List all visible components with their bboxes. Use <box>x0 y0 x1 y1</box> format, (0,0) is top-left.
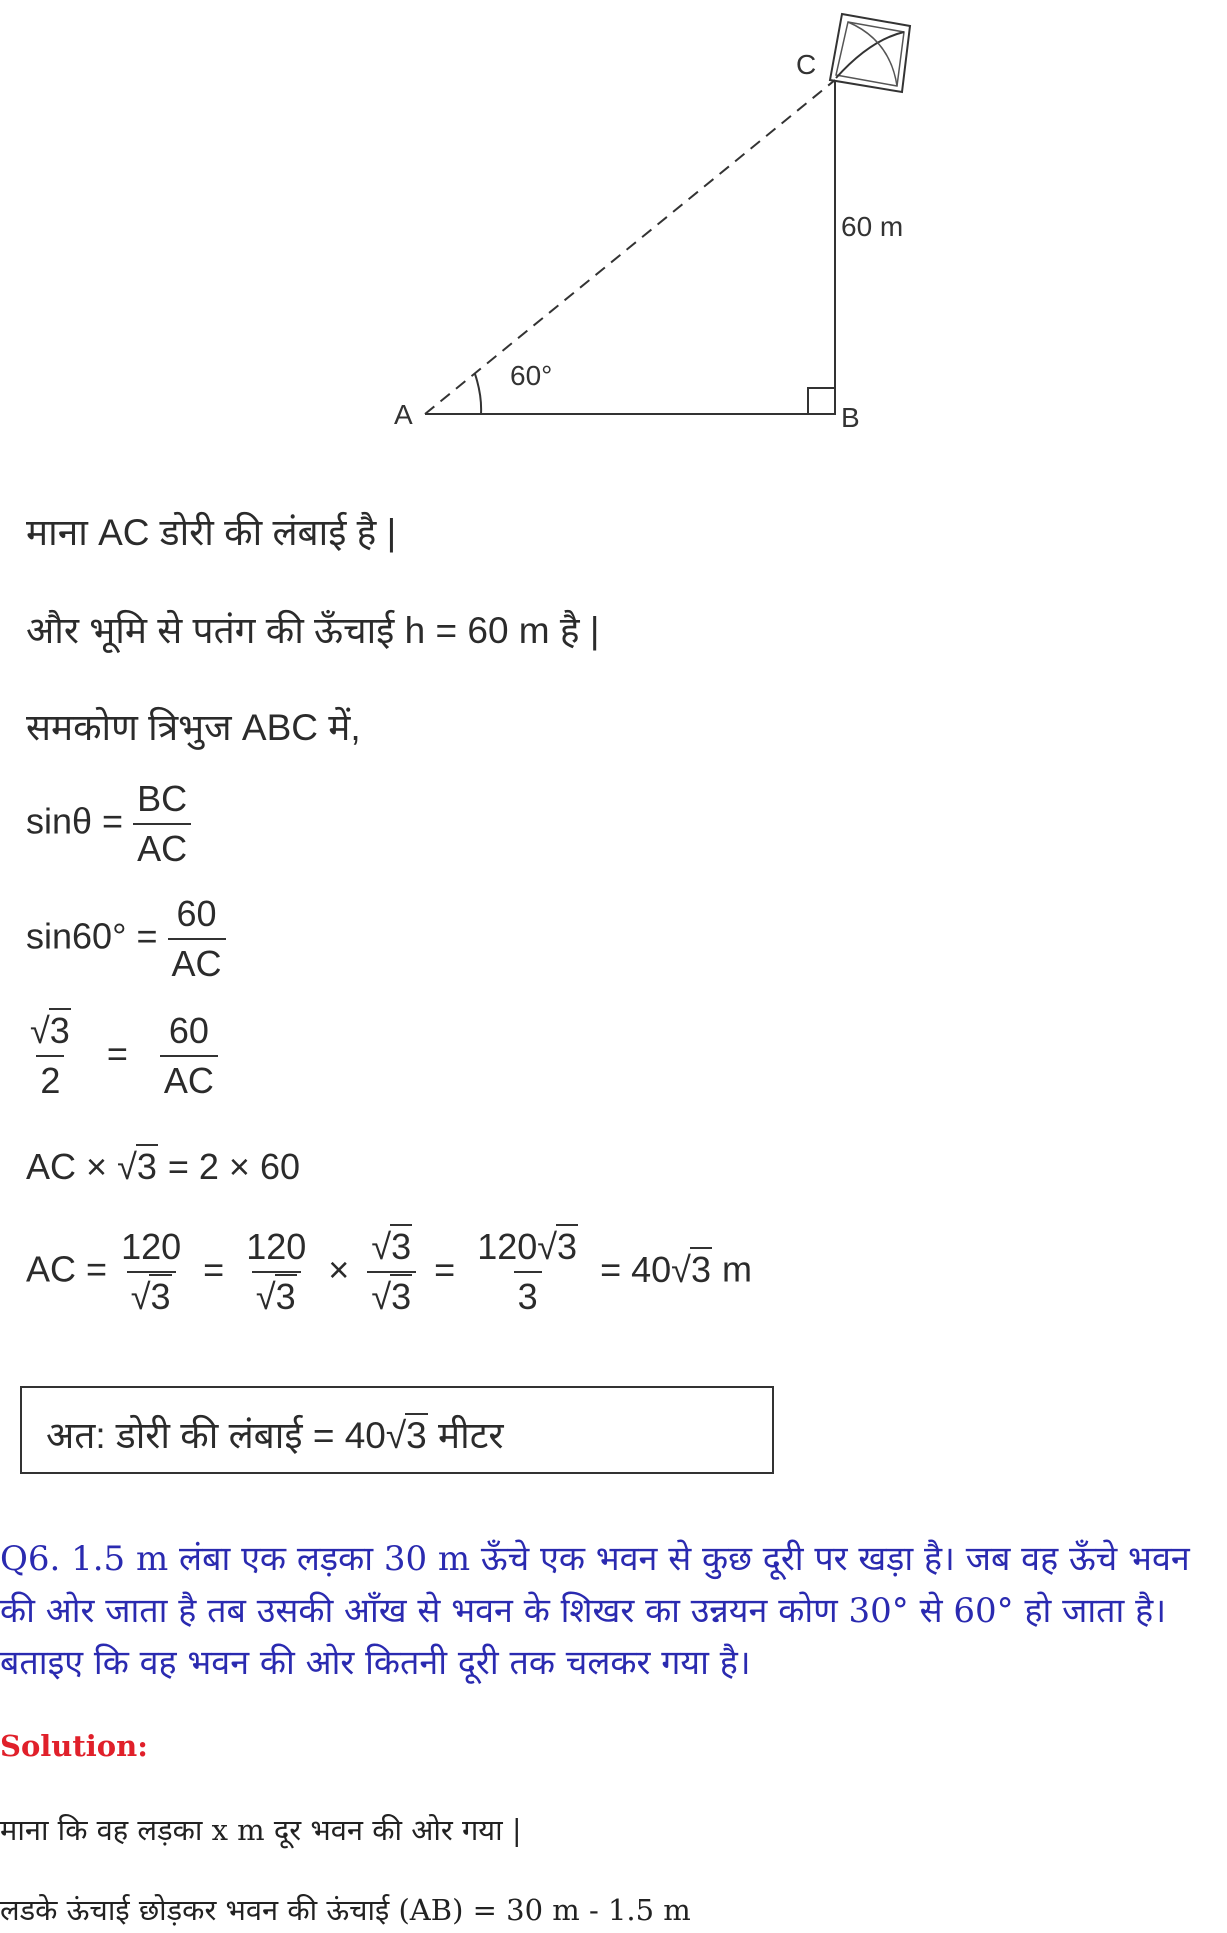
answer-text: अत: डोरी की लंबाई = 40√3 मीटर <box>46 1415 504 1456</box>
eq4-left: AC × <box>26 1146 108 1187</box>
solution-line-3: समकोण त्रिभुज ABC में, <box>26 707 361 748</box>
q6-solution-line-2: लडके ऊंचाई छोड़कर भवन की ऊंचाई (AB) = 30 m - 1.5 m <box>0 1893 691 1927</box>
eq5-lhs: AC = <box>26 1248 108 1290</box>
eq5-fraction-4 <box>473 1226 582 1318</box>
kite-triangle-diagram <box>0 0 1227 440</box>
eq5-f4-den: 3 <box>514 1271 542 1318</box>
side-bc-label: 60 m <box>841 211 904 242</box>
eq2-denominator: AC <box>168 938 226 985</box>
eq4-radicand: 3 <box>136 1146 157 1187</box>
eq3-denominator-2: AC <box>160 1055 218 1102</box>
solution-line-2: और भूमि से पतंग की ऊँचाई h = 60 m है | <box>26 610 600 651</box>
eq5-f2-den: √3 <box>252 1271 301 1318</box>
eq3-equals: = <box>106 1032 128 1074</box>
vertex-b-label: B <box>841 402 860 433</box>
eq5-eq-2: = <box>434 1248 456 1290</box>
eq5-f1-num: 120 <box>121 1226 182 1267</box>
equation-1 <box>26 778 191 870</box>
eq1-denominator: AC <box>133 823 191 870</box>
eq2-lhs: sin60° = <box>26 915 158 957</box>
eq5-f3-den: √3 <box>367 1271 416 1318</box>
eq3-radicand: 3 <box>49 1010 70 1051</box>
eq2-fraction <box>168 893 226 985</box>
right-angle-mark <box>808 388 835 414</box>
eq3-fraction-right <box>160 1010 218 1102</box>
eq5-f2-radicand: 3 <box>275 1276 296 1317</box>
equation-5: AC = $\frac{120}{√3}$ = $\frac{120}{√3}$ × $\frac{√3}{√3}$ = $\frac{120√3}{3}$ = 40√3 m <box>26 1226 752 1317</box>
eq5-result: = 40 <box>600 1248 672 1290</box>
solution-heading: Solution: <box>0 1729 148 1763</box>
eq5-eq-1: = <box>203 1248 225 1290</box>
answer-prefix: अत: डोरी की लंबाई = 40 <box>46 1415 386 1456</box>
eq1-numerator: BC <box>137 778 188 819</box>
q6-solution-line-1: माना कि वह लड़का x m दूर भवन की ओर गया | <box>0 1813 522 1847</box>
eq5-fraction-1 <box>117 1226 185 1318</box>
angle-arc <box>475 374 481 414</box>
eq5-f3-num: √3 <box>371 1226 412 1267</box>
equation-4: AC × √3 = 2 × 60 <box>26 1146 300 1187</box>
angle-a-label: 60° <box>510 360 553 391</box>
question-6: Q6. 1.5 m लंबा एक लड़का 30 m ऊँचे एक भवन से कुछ दूरी पर खड़ा है। जब वह ऊँचे भवन की ओर जाता है तब उसकी आँख से भवन के शिखर का उन्नयन कोण 30° से 60° हो जाता है। बताइए कि वह भवन की ओर कितनी दूरी तक चलकर गया है। <box>0 1539 1190 1683</box>
eq3-denominator: 2 <box>36 1055 64 1102</box>
eq5-f4-num: 120√3 <box>477 1226 578 1267</box>
eq5-result-radicand: 3 <box>690 1248 711 1290</box>
equation-3 <box>26 1010 218 1102</box>
eq3-numerator: √3 <box>30 1010 70 1051</box>
string-ac <box>425 80 835 414</box>
eq5-f4-radicand: 3 <box>557 1226 578 1267</box>
vertex-a-label: A <box>394 399 413 430</box>
eq5-f2-num: 120 <box>246 1226 307 1267</box>
eq5-f1-den: √3 <box>127 1271 176 1318</box>
eq5-f3-den-radicand: 3 <box>391 1276 412 1317</box>
eq5-fraction-3 <box>367 1226 416 1318</box>
kite-icon <box>830 14 910 92</box>
eq3-fraction-left <box>26 1010 75 1102</box>
solution-line-1: माना AC डोरी की लंबाई है | <box>26 512 397 553</box>
eq2-numerator: 60 <box>176 893 217 934</box>
eq1-fraction <box>133 778 191 870</box>
eq5-times: × <box>328 1248 350 1290</box>
eq5-unit: m <box>721 1248 752 1290</box>
answer-unit: मीटर <box>438 1415 504 1456</box>
equation-2 <box>26 893 226 985</box>
vertex-c-label: C <box>796 49 817 80</box>
eq1-lhs: sinθ = <box>26 800 124 842</box>
eq5-f1-radicand: 3 <box>150 1276 171 1317</box>
eq5-fraction-2 <box>242 1226 310 1318</box>
eq5-f3-num-radicand: 3 <box>391 1226 412 1267</box>
eq3-numerator-2: 60 <box>168 1010 209 1051</box>
answer-radicand: 3 <box>406 1415 427 1456</box>
eq4-right: = 2 × 60 <box>167 1146 300 1187</box>
